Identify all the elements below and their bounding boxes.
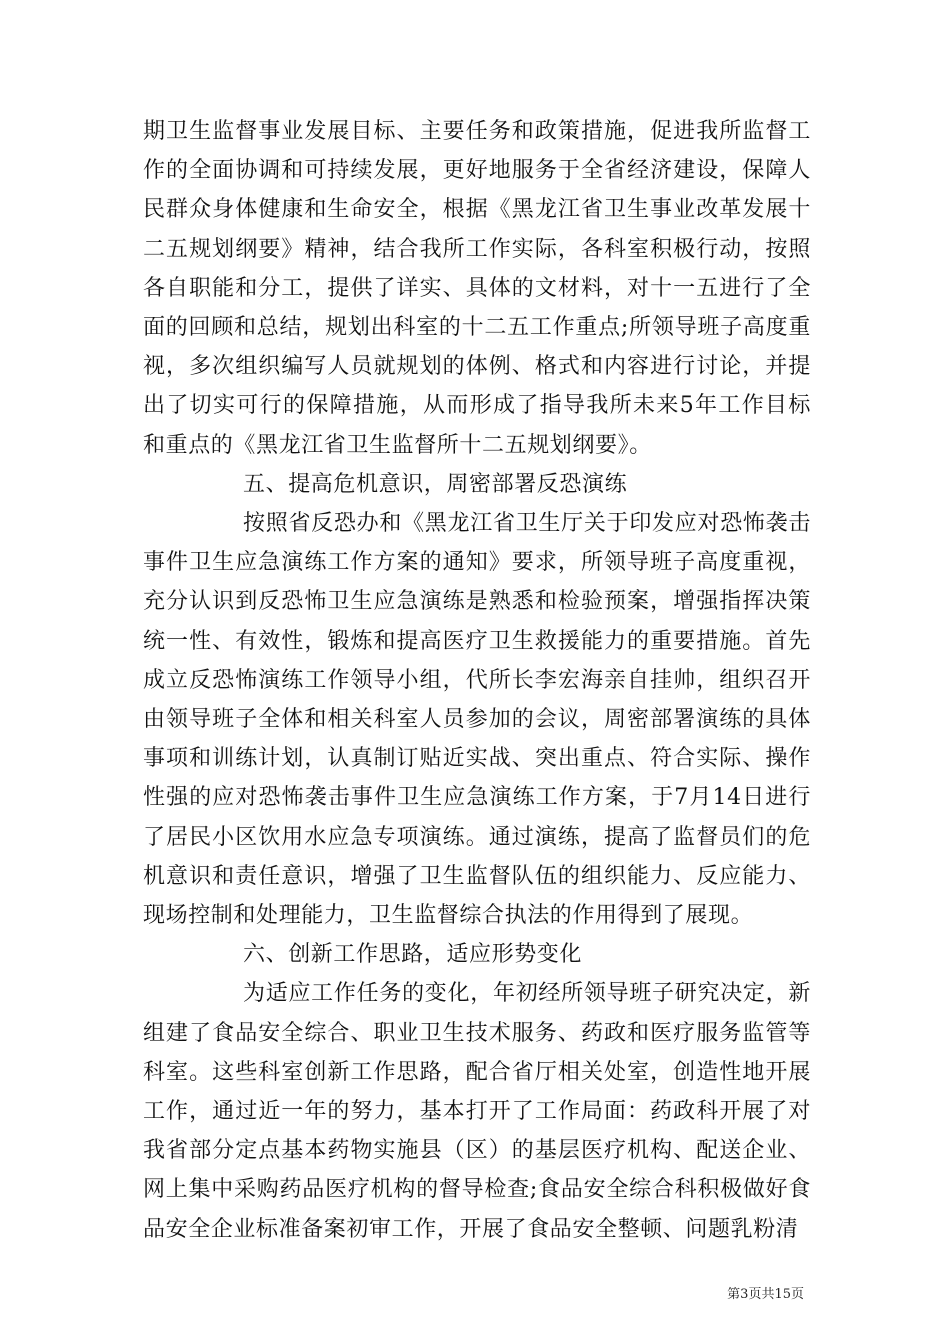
page-number-footer: 第3页共15页 xyxy=(727,1287,804,1302)
paragraph-anti-terror-drill: 按照省反恐办和《黑龙江省卫生厅关于印发应对恐怖袭击事件卫生应急演练工作方案的通知》要求，所领导班子高度重视，充分认识到反恐怖卫生应急演练是熟悉和检验预案，增强指挥决策统一性、有效性，锻炼和提高医疗卫生救援能力的重要措施。首先成立反恐怖演练工作领导小组，代所长李宏海亲自挂帅，组织召开由领导班子全体和相关科室人员参加的会议，周密部署演练的具体事项和训练计划，认真制订贴近实战、突出重点、符合实际、操作性强的应对恐怖袭击事件卫生应急演练工作方案，于7月14日进行了居民小区饮用水应急专项演练。通过演练，提高了监督员们的危机意识和责任意识，增强了卫生监督队伍的组织能力、反应能力、现场控制和处理能力，卫生监督综合执法的作用得到了展现。 xyxy=(143,511,811,929)
paragraph-planning-continued: 期卫生监督事业发展目标、主要任务和政策措施，促进我所监督工作的全面协调和可持续发展，更好地服务于全省经济建设，保障人民群众身体健康和生命安全，根据《黑龙江省卫生事业改革发展十二五规划纲要》精神，结合我所工作实际，各科室积极行动，按照各自职能和分工，提供了详实、具体的文材料，对十一五进行了全面的回顾和总结，规划出科室的十二五工作重点;所领导班子高度重视，多次组织编写人员就规划的体例、格式和内容进行讨论，并提出了切实可行的保障措施，从而形成了指导我所未来5年工作目标和重点的《黑龙江省卫生监督所十二五规划纲要》。 xyxy=(143,119,811,458)
section-heading-six: 六、创新工作思路，适应形势变化 xyxy=(243,942,583,968)
section-heading-five: 五、提高危机意识，周密部署反恐演练 xyxy=(243,471,628,497)
paragraph-innovation: 为适应工作任务的变化，年初经所领导班子研究决定，新组建了食品安全综合、职业卫生技术服务、药政和医疗服务监管等科室。这些科室创新工作思路，配合省厅相关处室，创造性地开展工作，通过近一年的努力，基本打开了工作局面：药政科开展了对我省部分定点基本药物实施县（区）的基层医疗机构、配送企业、网上集中采购药品医疗机构的督导检查;食品安全综合科积极做好食品安全企业标准备案初审工作，开展了食品安全整顿、问题乳粉清 xyxy=(143,981,811,1242)
document-body xyxy=(143,112,811,1249)
